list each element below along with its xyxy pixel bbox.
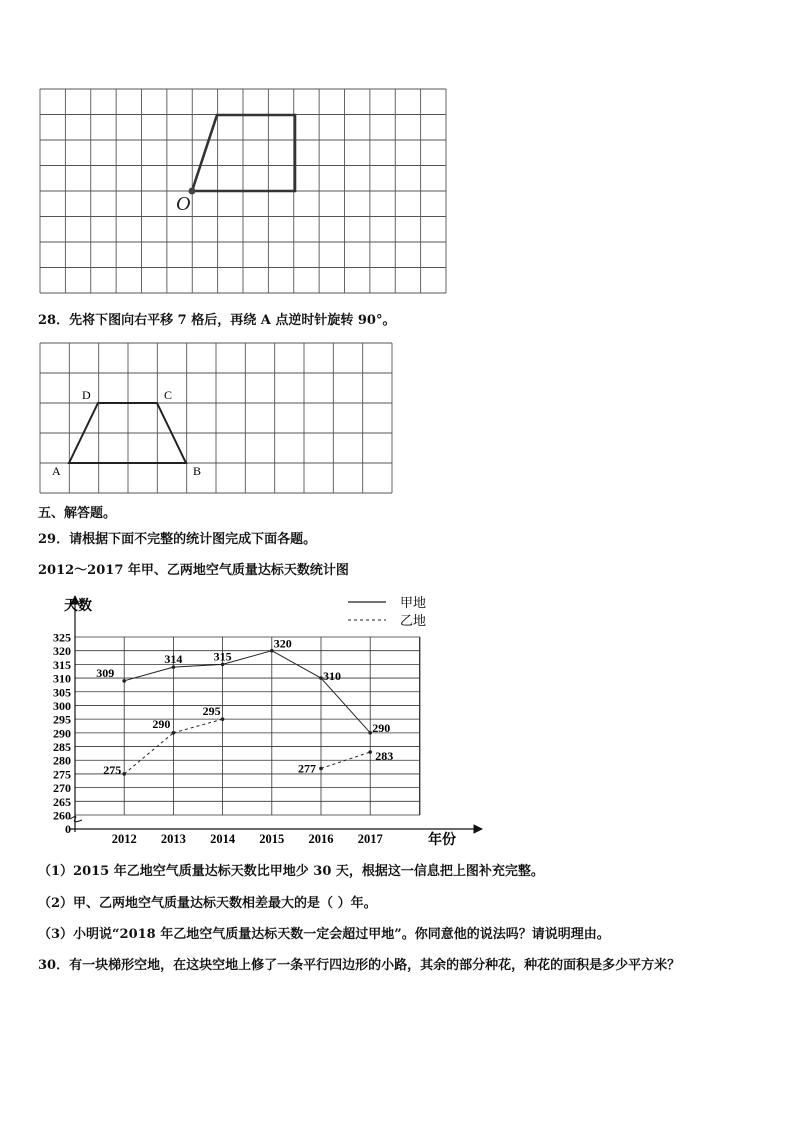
y-tick-label: 290 [53, 726, 71, 741]
series-1-data-label: 310 [323, 669, 341, 684]
series-2-point [221, 717, 225, 721]
x-tick-label: 2013 [160, 832, 186, 846]
y-axis-label: 天数 [64, 599, 92, 614]
grid-figure-2 [0, 335, 794, 500]
series-2-data-label: 277 [298, 761, 316, 776]
legend-series-2: 乙地 [400, 613, 427, 628]
x-tick-label: 2016 [308, 832, 334, 846]
y-tick-label: 295 [53, 712, 71, 727]
parallelogram-shape [192, 115, 295, 191]
series-2-segment [124, 733, 173, 774]
series-1-data-label: 320 [273, 636, 292, 651]
axis-break-mark [70, 817, 82, 822]
point-o-label: O [176, 193, 191, 215]
y-tick-labels [53, 631, 71, 837]
series-2-data-label: 283 [375, 749, 394, 764]
grid-2-lines [40, 343, 392, 493]
y-tick-label: 315 [53, 657, 71, 672]
series-2-point [368, 750, 372, 754]
y-tick-label: 305 [53, 685, 71, 700]
series-1-data-label: 309 [96, 665, 115, 680]
y-tick-label: 275 [53, 767, 71, 782]
series-2-point [172, 731, 176, 735]
y-tick-label: 260 [53, 808, 71, 823]
y-tick-label: 310 [53, 671, 71, 686]
chart-grid [75, 637, 420, 815]
vertex-c-label: C [164, 388, 173, 402]
series-2-point [122, 772, 126, 776]
y-tick-label: 325 [53, 630, 71, 645]
y-tick-label: 265 [53, 794, 71, 809]
y-tick-label: 270 [53, 781, 71, 796]
chart-series [96, 637, 393, 777]
series-2-data-label: 275 [103, 762, 122, 777]
vertex-a-label: A [52, 464, 61, 478]
x-tick-label: 2012 [111, 832, 137, 846]
x-tick-label: 2014 [210, 832, 236, 846]
chart-title: 2012～2017 年甲、乙两地空气质量达标天数统计图 [38, 563, 349, 578]
question-29-text: 29．请根据下面不完整的统计图完成下面各题。 [38, 532, 317, 547]
y-tick-label: 320 [53, 644, 71, 659]
series-2-point [319, 767, 323, 771]
x-tick-label: 2017 [357, 832, 383, 846]
y-tick-label: 300 [53, 698, 71, 713]
series-2-data-label: 290 [152, 716, 171, 731]
subquestion-1: （1）2015 年乙地空气质量达标天数比甲地少 30 天，根据这一信息把上图补充完整。 [38, 864, 544, 879]
series-1-segment [124, 667, 173, 681]
series-1-point [122, 679, 126, 683]
grid-figure-1 [0, 0, 794, 310]
subquestion-3: （3）小明说“2018 年乙地空气质量达标天数一定会超过甲地”。你同意他的说法吗？请说明理由。 [38, 927, 610, 942]
question-28-text: 28．先将下图向右平移 7 格后，再绕 A 点逆时针旋转 90°。 [38, 313, 396, 328]
legend-series-1: 甲地 [400, 595, 427, 610]
section-heading: 五、解答题。 [38, 506, 117, 521]
series-1-data-label: 315 [213, 649, 232, 664]
series-1-data-label: 290 [372, 720, 391, 735]
question-30-text: 30．有一块梯形空地，在这块空地上修了一条平行四边形的小路，其余的部分种花，种花的面积是多少平方米？ [38, 958, 681, 973]
y-tick-label: 280 [53, 753, 71, 768]
subquestion-2: （2）甲、乙两地空气质量达标天数相差最大的是（ ）年。 [38, 896, 377, 911]
series-1-data-label: 314 [164, 652, 183, 667]
x-tick-labels [112, 832, 383, 846]
vertex-b-label: B [193, 464, 202, 478]
y-tick-label: 0 [65, 822, 71, 836]
line-chart [0, 590, 794, 850]
x-tick-label: 2015 [259, 832, 285, 846]
series-2-segment [173, 719, 222, 733]
y-tick-label: 285 [53, 740, 71, 755]
series-2-data-label: 295 [202, 704, 221, 719]
vertex-d-label: D [82, 388, 91, 402]
x-axis-label: 年份 [428, 833, 456, 848]
